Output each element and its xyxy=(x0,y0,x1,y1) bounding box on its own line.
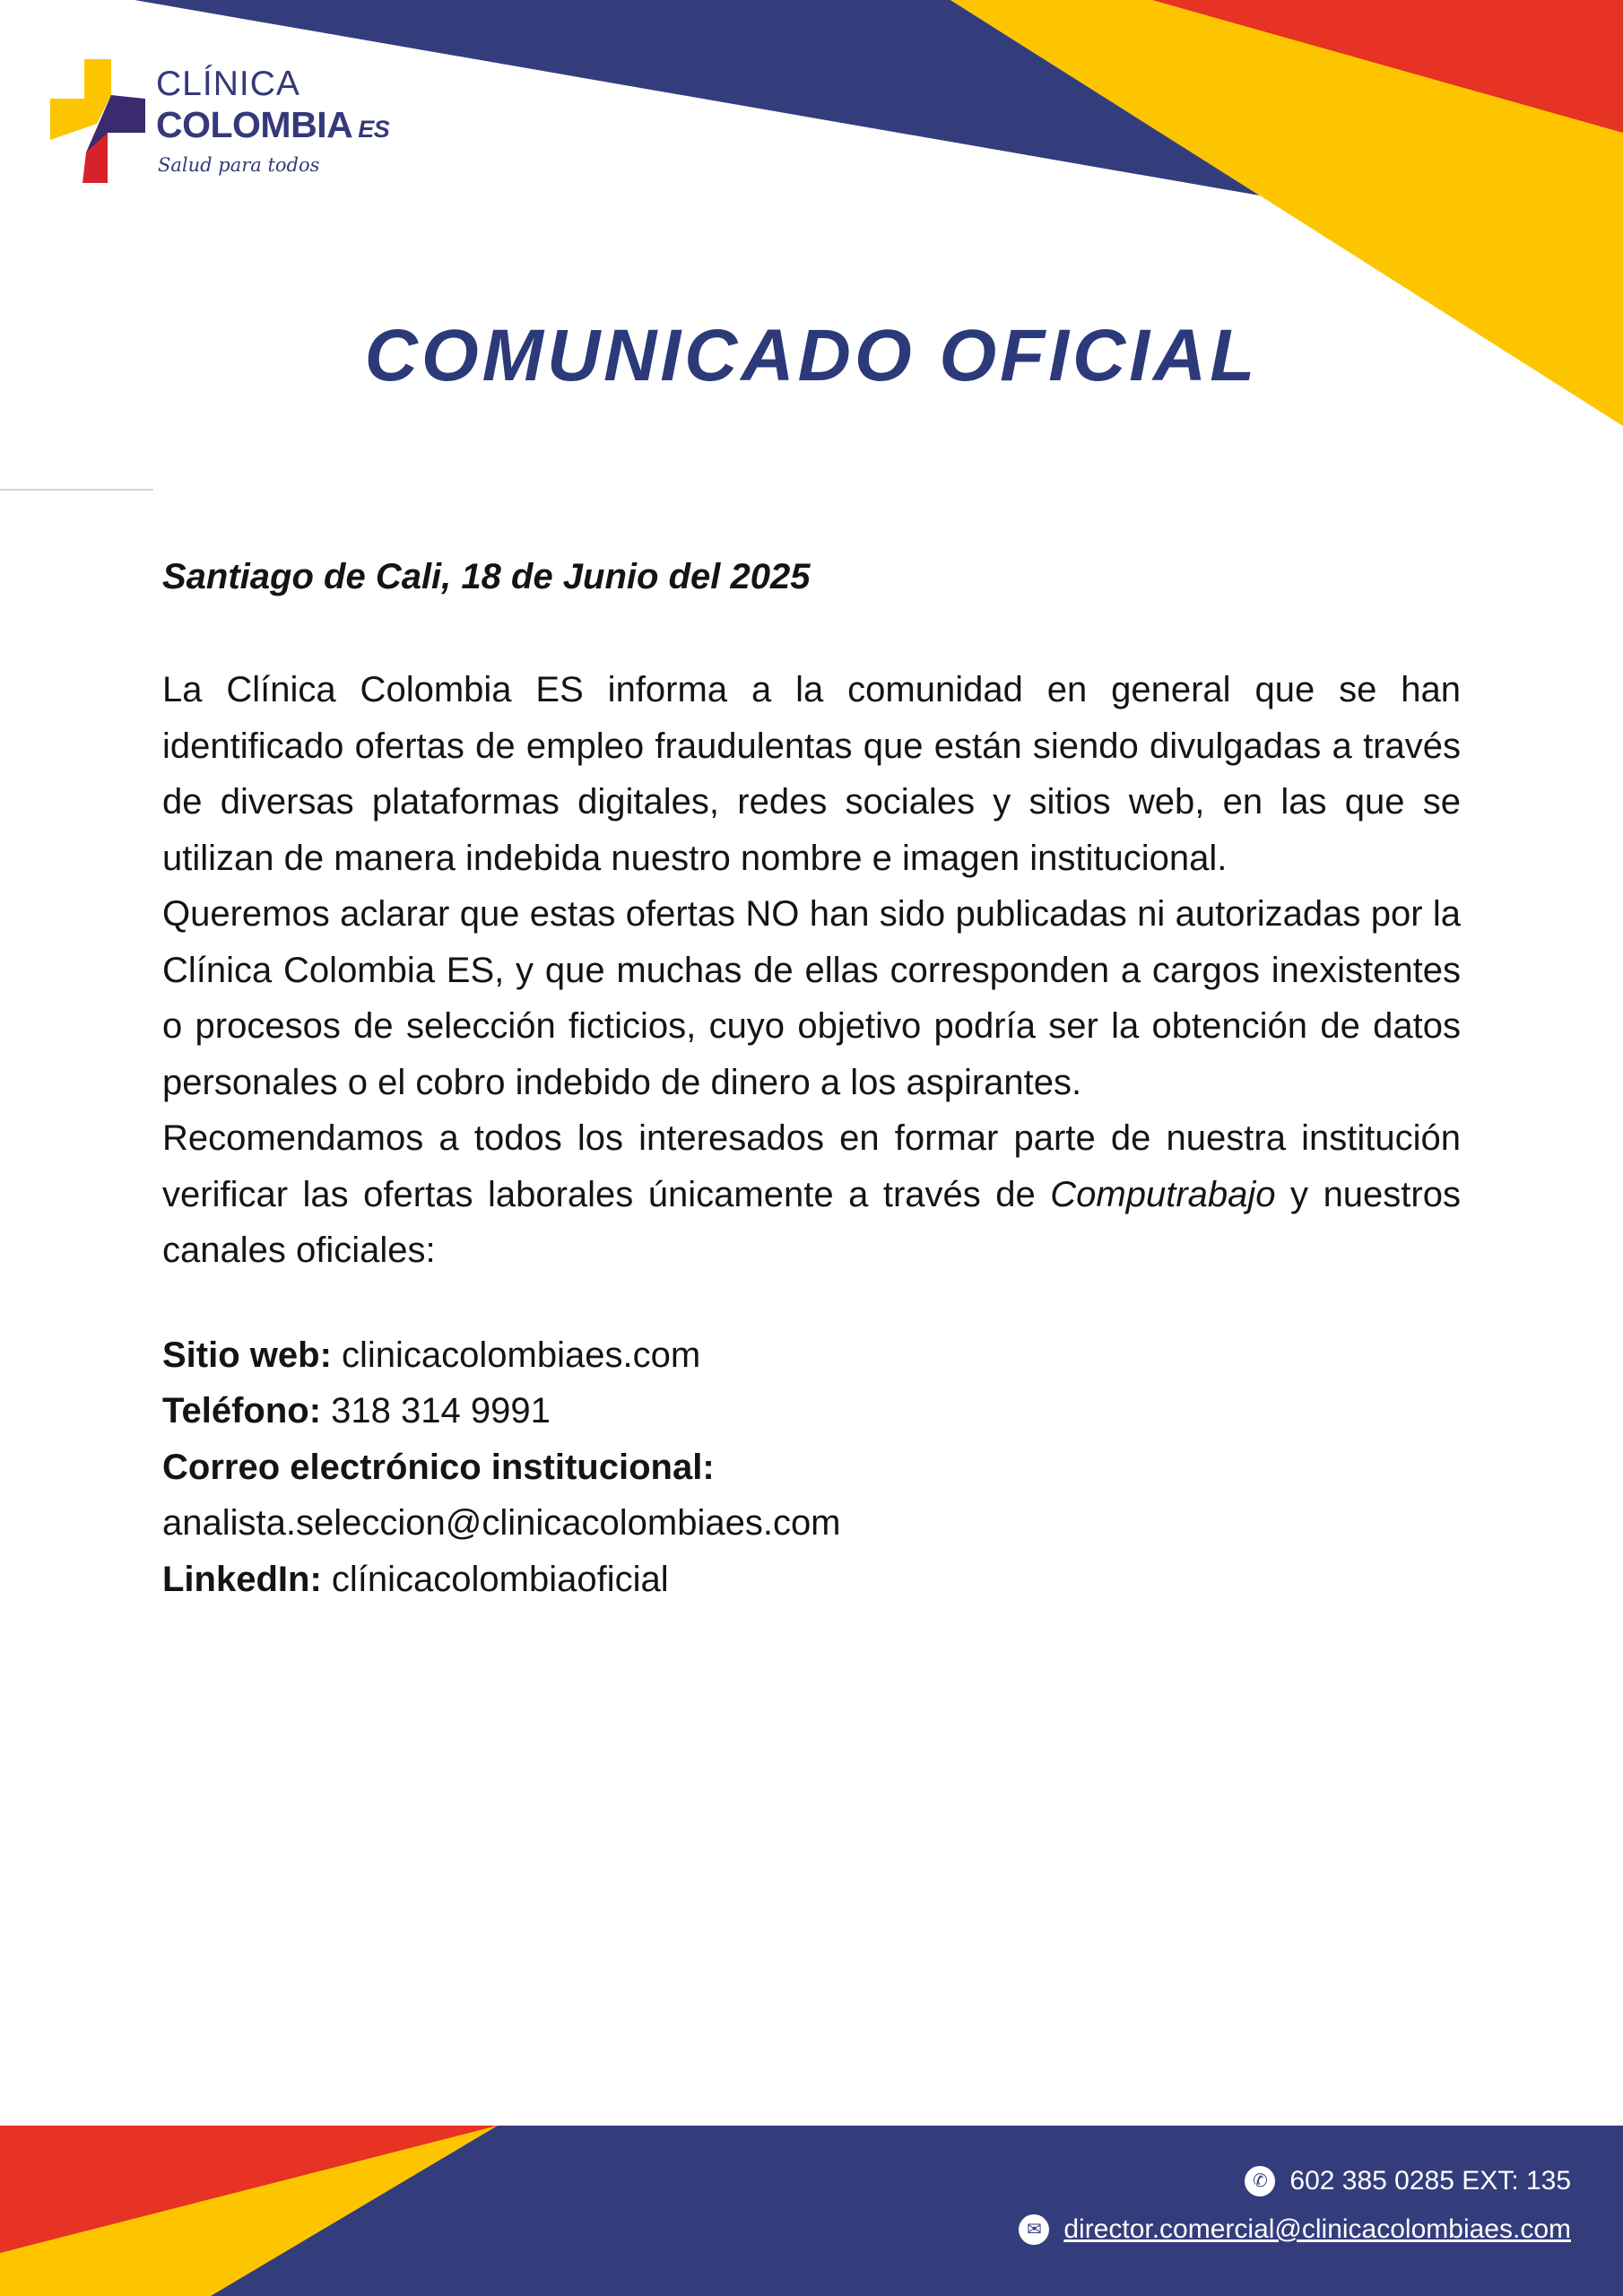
document-date: Santiago de Cali, 18 de Junio del 2025 xyxy=(162,557,811,596)
contact-email-value[interactable]: analista.seleccion@clinicacolombiaes.com xyxy=(162,1503,841,1543)
logo-tagline: Salud para todos xyxy=(158,154,320,176)
paragraph-2: Queremos aclarar que estas ofertas NO han sido publicadas ni autorizadas por la Clínica Colombia ES, y que muchas de ellas corresponden a cargos inexistentes o procesos de selección ficticios, cuyo objetivo podría ser la obtención de datos personales o el cobro indebido de dinero a los aspirantes. xyxy=(162,894,1461,1102)
logo-line-1: CLÍNICA xyxy=(156,65,300,103)
document-body xyxy=(162,549,1461,1607)
clinic-cross-icon xyxy=(50,59,149,185)
contact-website: Sitio web: clinicacolombiaes.com xyxy=(162,1335,701,1375)
footer-phone: 602 385 0285 EXT: 135 xyxy=(1289,2166,1571,2196)
phone-value: 318 314 9991 xyxy=(331,1391,551,1431)
logo-suffix: ES xyxy=(358,116,390,143)
footer-email-link[interactable]: director.comercial@clinicacolombiaes.com xyxy=(1063,2214,1571,2244)
website-value[interactable]: clinicacolombiaes.com xyxy=(342,1335,701,1375)
contact-list xyxy=(162,1327,1461,1608)
divider-line xyxy=(0,489,153,491)
footer-contact xyxy=(1019,2157,1571,2254)
mail-icon: ✉ xyxy=(1019,2214,1049,2245)
paragraph-3: Recomendamos a todos los interesados en formar parte de nuestra institución verificar las ofertas laborales únicamente a través de Computrabajo y nuestros canales oficiales: xyxy=(162,1118,1461,1270)
computrabajo-emphasis: Computrabajo xyxy=(1050,1174,1276,1214)
logo-line-2: COLOMBIA ES xyxy=(156,104,390,145)
footer-email-row xyxy=(1019,2205,1571,2254)
footer-phone-row xyxy=(1019,2157,1571,2205)
linkedin-value[interactable]: clínicacolombiaoficial xyxy=(331,1559,669,1599)
page-title: COMUNICADO OFICIAL xyxy=(364,315,1259,396)
contact-phone: Teléfono: 318 314 9991 xyxy=(162,1391,551,1431)
phone-icon: ✆ xyxy=(1245,2166,1275,2196)
contact-email-label: Correo electrónico institucional: xyxy=(162,1447,715,1487)
clinic-logo xyxy=(50,59,391,194)
contact-linkedin: LinkedIn: clínicacolombiaoficial xyxy=(162,1559,669,1599)
paragraph-1: La Clínica Colombia ES informa a la comunidad en general que se han identificado ofertas de empleo fraudulentas que están siendo divulgadas a través de diversas plataformas digitales, redes sociales y sitios web, en las que se utilizan de manera indebida nuestro nombre e imagen institucional. xyxy=(162,670,1461,878)
